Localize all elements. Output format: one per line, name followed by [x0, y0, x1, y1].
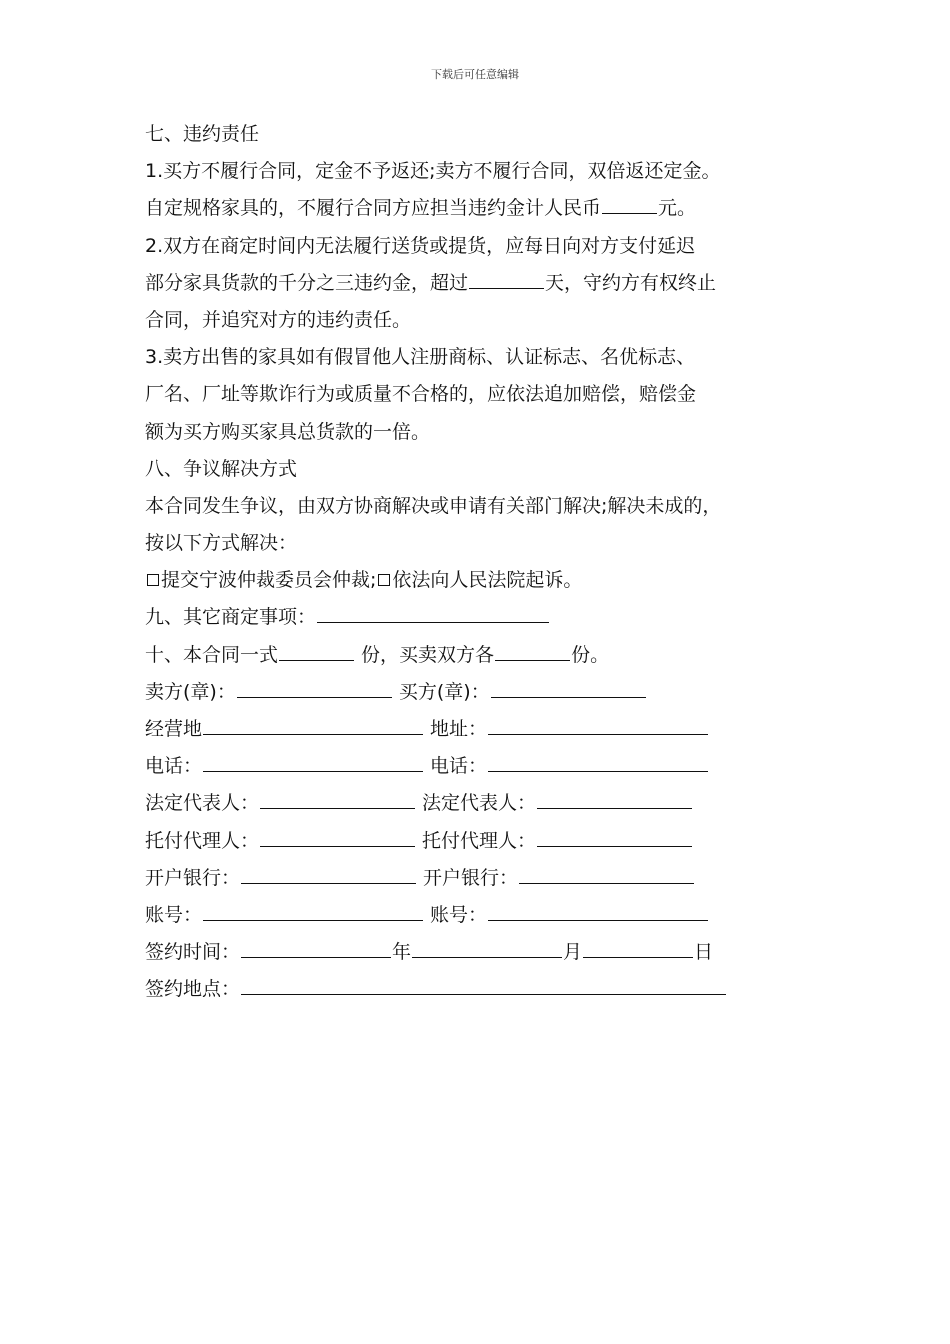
contract-body: [145, 116, 835, 1009]
sign-time-label: 签约时间：: [145, 941, 241, 964]
other-matters-label: 九、其它商定事项：: [145, 606, 317, 629]
seller-bank-label: 开户银行：: [145, 866, 241, 889]
buyer-seal-blank[interactable]: [491, 675, 646, 698]
day-label: 日: [694, 941, 714, 964]
buyer-legal-rep-blank[interactable]: [537, 786, 692, 809]
copies-each-blank[interactable]: [495, 638, 570, 661]
seller-seal-label: 卖方(章)：: [145, 680, 236, 703]
clause-7-3-line-1: 3.卖方出售的家具如有假冒他人注册商标、认证标志、名优标志、: [145, 346, 696, 369]
address-label: 地址：: [424, 718, 488, 740]
seller-account-blank[interactable]: [203, 898, 423, 921]
other-matters-blank[interactable]: [317, 600, 549, 623]
copies-total-blank[interactable]: [279, 638, 354, 661]
address-blank[interactable]: [488, 712, 708, 735]
clause-7-3-line-3: 额为买方购买家具总货款的一倍。: [145, 420, 431, 443]
arbitration-checkbox[interactable]: [147, 574, 159, 586]
clause-7-2-text: 部分家具货款的千分之三违约金，超过: [145, 271, 469, 294]
seller-legal-rep-blank[interactable]: [260, 786, 415, 809]
clause-7-2-line-2: [145, 265, 835, 302]
section-10: [145, 637, 835, 674]
buyer-agent-blank[interactable]: [537, 824, 692, 847]
seller-agent-label: 托付代理人：: [145, 829, 260, 852]
overdue-days-blank[interactable]: [469, 266, 544, 289]
section-8-line-1: 本合同发生争议，由双方协商解决或申请有关部门解决;解决未成的，: [145, 494, 722, 517]
seller-agent-blank[interactable]: [260, 824, 415, 847]
phone-row: [145, 748, 835, 785]
seller-legal-rep-label: 法定代表人：: [145, 792, 260, 815]
section-7-title: 七、违约责任: [145, 123, 260, 145]
buyer-seal-label: 买方(章)：: [392, 680, 490, 703]
seller-phone-blank[interactable]: [203, 749, 423, 772]
arbitration-option-label: 提交宁波仲裁委员会仲裁;: [161, 569, 377, 592]
yuan-unit: 元。: [658, 197, 697, 220]
clause-7-3-line-2: 厂名、厂址等欺诈行为或质量不合格的，应依法追加赔偿，赔偿金: [145, 383, 697, 406]
legal-rep-row: [145, 785, 835, 822]
address-row: [145, 711, 835, 748]
buyer-bank-blank[interactable]: [519, 861, 694, 884]
clause-7-1-line-1: 1.买方不履行合同，定金不予返还;卖方不履行合同，双倍返还定金。: [145, 160, 721, 183]
clause-7-2-line-3: 合同，并追究对方的违约责任。: [145, 308, 412, 331]
penalty-amount-blank[interactable]: [602, 191, 657, 214]
copies-label: 十、本合同一式: [145, 643, 279, 666]
buyer-bank-label: 开户银行：: [417, 866, 519, 889]
seller-bank-blank[interactable]: [241, 861, 416, 884]
seal-row: [145, 674, 835, 711]
month-label: 月: [563, 941, 583, 964]
copies-each-label: 份，买卖双方各: [355, 643, 495, 666]
seller-seal-blank[interactable]: [237, 675, 392, 698]
buyer-phone-label: 电话：: [424, 755, 488, 778]
lawsuit-option-label: 依法向人民法院起诉。: [392, 569, 583, 592]
sign-place-blank[interactable]: [241, 972, 726, 995]
sign-month-blank[interactable]: [412, 935, 562, 958]
sign-year-blank[interactable]: [241, 935, 391, 958]
section-8-line-2: 按以下方式解决：: [145, 532, 298, 555]
sign-time-row: [145, 934, 835, 971]
buyer-account-label: 账号：: [424, 903, 488, 926]
section-9: [145, 599, 835, 636]
sign-place-row: [145, 971, 835, 1008]
bank-row: [145, 860, 835, 897]
year-label: 年: [392, 941, 412, 964]
lawsuit-checkbox[interactable]: [378, 574, 390, 586]
copies-unit: 份。: [571, 643, 610, 666]
business-place-blank[interactable]: [203, 712, 423, 735]
sign-day-blank[interactable]: [583, 935, 693, 958]
section-8-title: 八、争议解决方式: [145, 457, 298, 480]
clause-7-2-text-tail: 天，守约方有权终止: [545, 271, 717, 294]
page-header: 下载后可任意编辑: [431, 68, 519, 81]
buyer-account-blank[interactable]: [488, 898, 708, 921]
clause-7-2-line-1: 2.双方在商定时间内无法履行送货或提货，应每日向对方支付延迟: [145, 234, 696, 257]
buyer-agent-label: 托付代理人：: [416, 829, 537, 852]
clause-7-1-text: 自定规格家具的，不履行合同方应担当违约金计人民币: [145, 197, 602, 220]
business-place-label: 经营地: [145, 718, 203, 740]
sign-place-label: 签约地点：: [145, 978, 241, 1001]
seller-account-label: 账号：: [145, 903, 203, 926]
account-row: [145, 897, 835, 934]
buyer-phone-blank[interactable]: [488, 749, 708, 772]
seller-phone-label: 电话：: [145, 755, 203, 778]
dispute-options: [145, 562, 835, 599]
clause-7-1-line-2: [145, 190, 835, 227]
buyer-legal-rep-label: 法定代表人：: [416, 792, 537, 815]
agent-row: [145, 823, 835, 860]
